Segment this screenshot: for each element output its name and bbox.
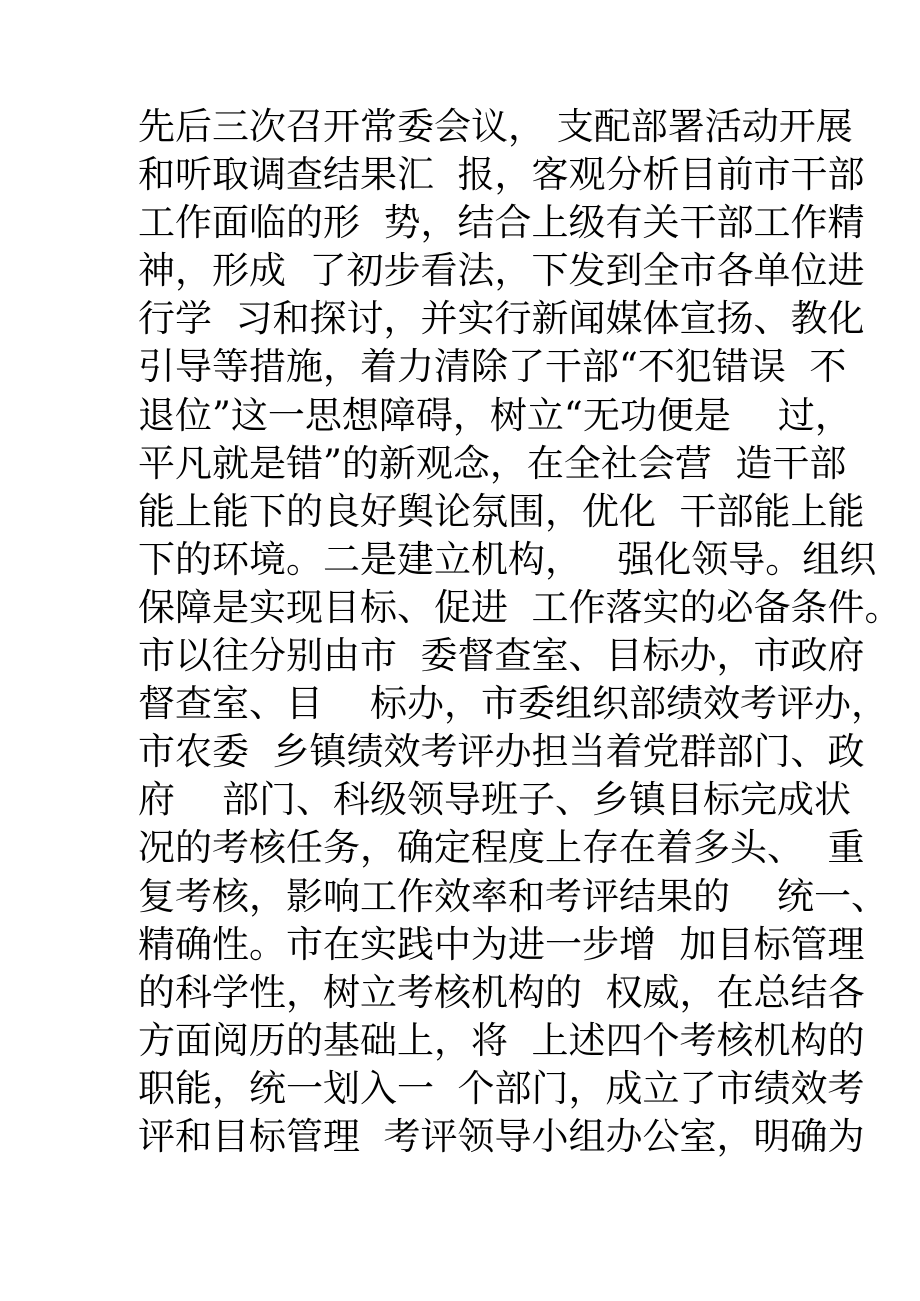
text-line: 先后三次召开常委会议， 支配部署活动开展 (138, 105, 853, 148)
text-line: 和听取调查结果汇 报，客观分析目前市干部 (138, 153, 865, 197)
text-line: 退位”这一思想障碍，树立“无功便是 过， (138, 393, 852, 437)
text-line: 工作面临的形 势，结合上级有关干部工作精 (138, 201, 865, 245)
text-line: 下的环境。二是建立机构， 强化领导。组织 (138, 537, 877, 581)
text-line: 评和目标管理 考评领导小组办公室，明确为 (138, 1114, 865, 1158)
text-line: 平凡就是错”的新观念，在全社会营 造干部 (138, 441, 847, 485)
text-line: 市农委 乡镇绩效考评办担当着党群部门、政 (138, 730, 865, 774)
text-line: 的科学性，树立考核机构的 权威，在总结各 (138, 970, 865, 1014)
text-line: 方面阅历的基础上，将 上述四个考核机构的 (138, 1018, 865, 1062)
text-line: 行学 习和探讨，并实行新闻媒体宣扬、教化 (138, 297, 865, 341)
body-text (138, 103, 902, 1161)
text-line: 职能，统一划入一 个部门，成立了市绩效考 (138, 1066, 865, 1110)
text-line: 况的考核任务，确定程度上存在着多头、 重 (138, 826, 865, 870)
text-line: 督查室、目 标办，市委组织部绩效考评办， (138, 682, 889, 726)
text-line: 市以往分别由市 委督查室、目标办，市政府 (138, 634, 865, 678)
text-line: 府 部门、科级领导班子、乡镇目标完成状 (138, 778, 852, 822)
text-line: 保障是实现目标、促进 工作落实的必备条件。 (138, 585, 902, 629)
text-line: 神，形成 了初步看法，下发到全市各单位进 (138, 249, 865, 293)
text-line: 引导等措施，着力清除了干部“不犯错误 不 (138, 345, 847, 389)
text-line: 精确性。市在实践中为进一步增 加目标管理 (138, 922, 865, 966)
text-line: 复考核，影响工作效率和考评结果的 统一、 (138, 874, 889, 918)
text-line: 能上能下的良好舆论氛围，优化 干部能上能 (138, 489, 865, 533)
